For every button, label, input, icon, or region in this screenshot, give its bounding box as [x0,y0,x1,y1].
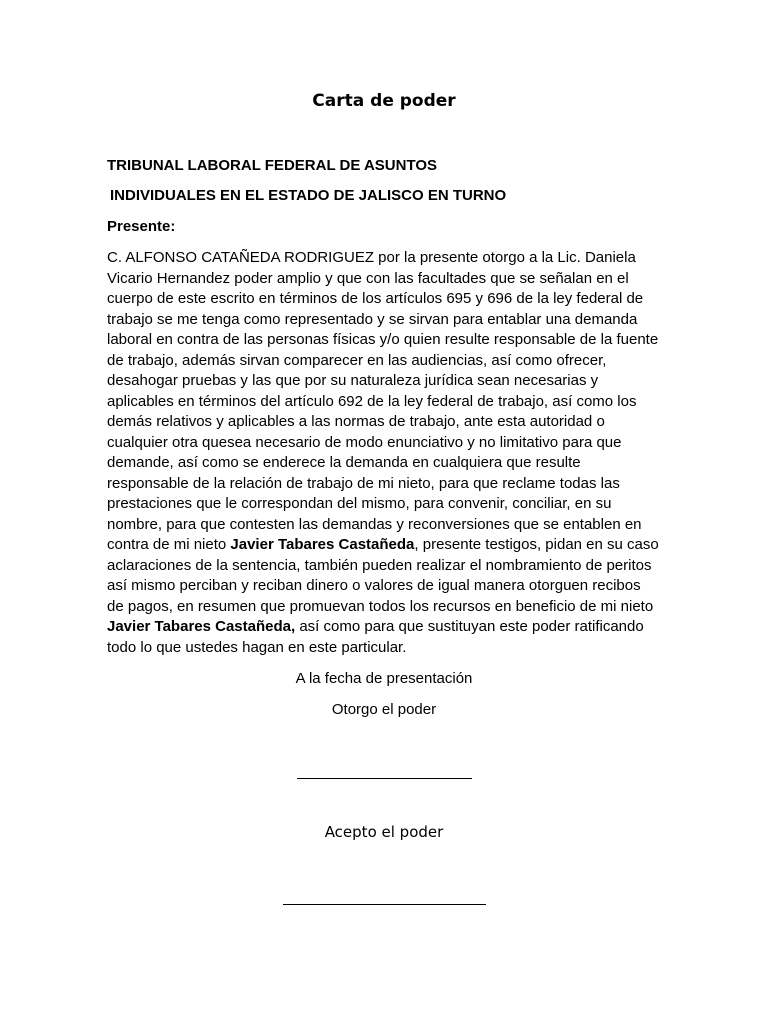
body-line: aplicables en términos del artículo 692 de la ley federal de trabajo, así como los [107,392,637,410]
body-paragraph [107,248,667,658]
body-text-fragment: contra de mi nieto [107,536,231,553]
body-line [107,617,667,638]
grant-line: Otorgo el poder [331,701,437,718]
body-line: trabajo se me tenga como representado y se sirvan para entablar una demanda [107,310,638,328]
addressee-line-1: TRIBUNAL LABORAL FEDERAL DE ASUNTOS [107,157,438,174]
date-line: A la fecha de presentación [295,670,473,687]
body-line: nombre, para que contesten las demandas y reconversiones que se entablen en [107,515,642,533]
body-line: cuerpo de este escrito en términos de los artículos 695 y 696 de la ley federal de [107,290,644,307]
body-line: demás relativos y aplicables a las normas de trabajo, ante esta autoridad o [107,413,605,430]
body-text-fragment: así como para que sustituyan este poder ratificando [295,618,644,635]
grantor-signature-line [297,778,472,779]
document-title: Carta de poder [312,91,456,111]
body-line: prestaciones que le correspondan del mismo, para convenir, conciliar, en su [107,495,612,512]
body-line: desahogar pruebas y las que por su naturaleza jurídica sean necesarias y [107,372,599,389]
body-line: cualquier otra quesea necesario de modo enunciativo y no limitativo para que [107,433,622,451]
body-line: laboral en contra de las personas físicas y/o quien resulte responsable de la fuente [107,331,659,348]
grandson-name: Javier Tabares Castañeda [230,536,415,553]
body-line: C. ALFONSO CATAÑEDA RODRIGUEZ por la presente otorgo a la Lic. Daniela [107,249,636,266]
body-line [107,535,667,556]
body-line: responsable de la relación de trabajo de mi nieto, para que reclame todas las [107,474,620,492]
addressee-line-2: INDIVIDUALES EN EL ESTADO DE JALISCO EN TURNO [110,187,507,204]
accept-line: Acepto el poder [324,823,444,841]
acceptor-signature-line [283,904,486,905]
body-text-fragment: , presente testigos, pidan en su caso [414,536,659,553]
body-line: de trabajo, además sirvan comparecer en las audiencias, así como ofrecer, [107,351,607,369]
greeting: Presente: [107,218,176,235]
body-line: demande, así como se enderece la demanda en cualquiera que resulte [107,454,581,471]
body-line: aclaraciones de la sentencia, también pueden realizar el nombramiento de peritos [107,556,652,574]
body-line: así mismo perciban y reciban dinero o valores de igual manera otorguen recibos [107,577,641,594]
grandson-name: Javier Tabares Castañeda, [107,618,296,635]
body-line: todo lo que ustedes hagan en este particular. [107,638,407,656]
body-line: de pagos, en resumen que promuevan todos los recursos en beneficio de mi nieto [107,597,654,615]
body-line: Vicario Hernandez poder amplio y que con las facultades que se señalan en el [107,269,629,287]
